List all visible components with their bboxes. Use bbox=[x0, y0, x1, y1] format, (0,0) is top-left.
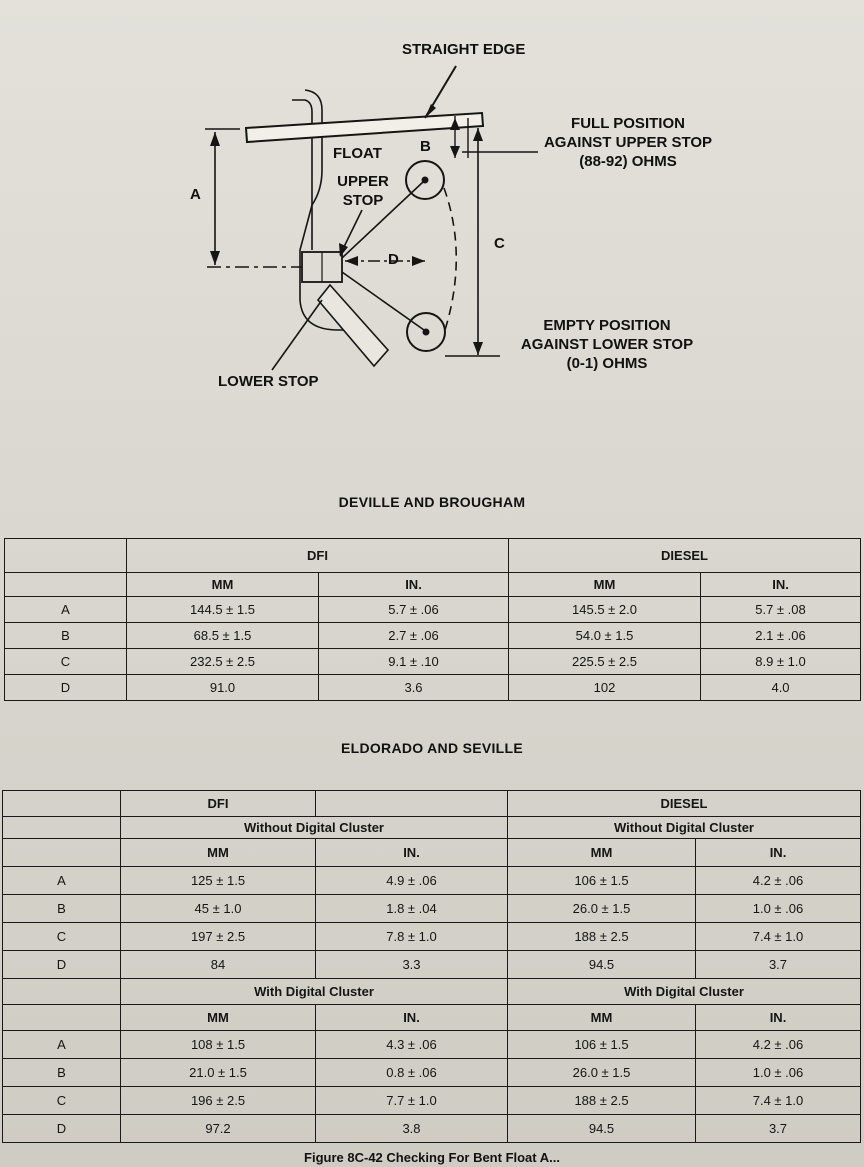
dfi-in-value: 9.1 ± .10 bbox=[319, 649, 509, 675]
row-label: C bbox=[3, 1087, 121, 1115]
deville-dfi-in-header: IN. bbox=[319, 573, 509, 597]
diesel-mm-value: 94.5 bbox=[508, 951, 696, 979]
eldorado-diesel-mm-header: MM bbox=[508, 839, 696, 867]
row-label: B bbox=[3, 1059, 121, 1087]
eldorado-table bbox=[2, 790, 861, 1143]
dfi-in-value: 5.7 ± .06 bbox=[319, 597, 509, 623]
table-row bbox=[3, 867, 861, 895]
eldorado-with-dfi-in-header: IN. bbox=[316, 1005, 508, 1031]
dfi-mm-value: 232.5 ± 2.5 bbox=[127, 649, 319, 675]
dfi-mm-value: 196 ± 2.5 bbox=[121, 1087, 316, 1115]
table-row bbox=[5, 597, 861, 623]
row-label: C bbox=[5, 649, 127, 675]
dfi-in-value: 1.8 ± .04 bbox=[316, 895, 508, 923]
row-label: B bbox=[5, 623, 127, 649]
diesel-in-value: 1.0 ± .06 bbox=[696, 895, 861, 923]
table-row bbox=[5, 649, 861, 675]
diesel-mm-value: 188 ± 2.5 bbox=[508, 923, 696, 951]
empty-position-label: EMPTY POSITION AGAINST LOWER STOP (0-1) OHMS bbox=[520, 317, 694, 372]
float-swing-arc bbox=[444, 188, 456, 330]
dfi-in-value: 3.3 bbox=[316, 951, 508, 979]
table-row bbox=[3, 895, 861, 923]
upper-stop-label: UPPER STOP bbox=[337, 173, 389, 209]
dim-c-label: C bbox=[494, 235, 505, 252]
row-label: C bbox=[3, 923, 121, 951]
dfi-in-value: 4.3 ± .06 bbox=[316, 1031, 508, 1059]
diesel-mm-value: 188 ± 2.5 bbox=[508, 1087, 696, 1115]
deville-corner-cell bbox=[5, 539, 127, 573]
float-label: FLOAT bbox=[333, 145, 382, 162]
diesel-in-value: 3.7 bbox=[696, 951, 861, 979]
table-row bbox=[3, 923, 861, 951]
full-position-label: FULL POSITION AGAINST UPPER STOP (88-92) OHMS bbox=[543, 115, 713, 170]
dfi-mm-value: 197 ± 2.5 bbox=[121, 923, 316, 951]
dfi-mm-value: 108 ± 1.5 bbox=[121, 1031, 316, 1059]
dfi-mm-value: 84 bbox=[121, 951, 316, 979]
table-row bbox=[3, 1031, 861, 1059]
row-label: B bbox=[3, 895, 121, 923]
diesel-in-value: 2.1 ± .06 bbox=[701, 623, 861, 649]
eldorado-dfi-in-header: IN. bbox=[316, 839, 508, 867]
dim-a-label: A bbox=[190, 186, 201, 203]
diesel-in-value: 3.7 bbox=[696, 1115, 861, 1143]
eldorado-dfi-mm-header: MM bbox=[121, 839, 316, 867]
dfi-mm-value: 144.5 ± 1.5 bbox=[127, 597, 319, 623]
deville-diesel-header: DIESEL bbox=[509, 539, 861, 573]
diesel-in-value: 7.4 ± 1.0 bbox=[696, 1087, 861, 1115]
housing-outline-inner bbox=[292, 100, 312, 250]
lower-stop-leader bbox=[272, 300, 322, 370]
table-row bbox=[3, 1087, 861, 1115]
eldorado-dfi-with-header: With Digital Cluster bbox=[121, 979, 508, 1005]
deville-title: DEVILLE AND BROUGHAM bbox=[338, 494, 526, 510]
row-label: A bbox=[3, 1031, 121, 1059]
eldorado-dfi-without-header: Without Digital Cluster bbox=[121, 817, 508, 839]
row-label: D bbox=[3, 1115, 121, 1143]
row-label: A bbox=[5, 597, 127, 623]
diesel-in-value: 7.4 ± 1.0 bbox=[696, 923, 861, 951]
eldorado-title: ELDORADO AND SEVILLE bbox=[340, 740, 524, 756]
diesel-mm-value: 102 bbox=[509, 675, 701, 701]
float-diagram bbox=[0, 0, 864, 490]
table-row bbox=[3, 1115, 861, 1143]
diesel-mm-value: 26.0 ± 1.5 bbox=[508, 1059, 696, 1087]
dfi-mm-value: 68.5 ± 1.5 bbox=[127, 623, 319, 649]
dfi-mm-value: 21.0 ± 1.5 bbox=[121, 1059, 316, 1087]
diesel-mm-value: 225.5 ± 2.5 bbox=[509, 649, 701, 675]
eldorado-diesel-in-header: IN. bbox=[696, 839, 861, 867]
deville-dfi-header: DFI bbox=[127, 539, 509, 573]
table-row bbox=[5, 623, 861, 649]
table-row bbox=[5, 675, 861, 701]
dfi-in-value: 4.9 ± .06 bbox=[316, 867, 508, 895]
dfi-in-value: 7.8 ± 1.0 bbox=[316, 923, 508, 951]
figure-caption: Figure 8C-42 Checking For Bent Float A... bbox=[304, 1150, 560, 1165]
dfi-in-value: 3.8 bbox=[316, 1115, 508, 1143]
dfi-in-value: 0.8 ± .06 bbox=[316, 1059, 508, 1087]
diesel-in-value: 1.0 ± .06 bbox=[696, 1059, 861, 1087]
deville-table bbox=[4, 538, 861, 701]
table-row bbox=[3, 951, 861, 979]
dfi-in-value: 2.7 ± .06 bbox=[319, 623, 509, 649]
diesel-in-value: 8.9 ± 1.0 bbox=[701, 649, 861, 675]
dfi-mm-value: 91.0 bbox=[127, 675, 319, 701]
row-label: D bbox=[3, 951, 121, 979]
diesel-in-value: 5.7 ± .08 bbox=[701, 597, 861, 623]
deville-dfi-mm-header: MM bbox=[127, 573, 319, 597]
deville-diesel-in-header: IN. bbox=[701, 573, 861, 597]
eldorado-diesel-with-header: With Digital Cluster bbox=[508, 979, 861, 1005]
diesel-in-value: 4.0 bbox=[701, 675, 861, 701]
dfi-mm-value: 45 ± 1.0 bbox=[121, 895, 316, 923]
table-row bbox=[3, 1059, 861, 1087]
diesel-mm-value: 26.0 ± 1.5 bbox=[508, 895, 696, 923]
eldorado-with-diesel-mm-header: MM bbox=[508, 1005, 696, 1031]
dim-d-label: D bbox=[388, 251, 399, 268]
diesel-mm-value: 54.0 ± 1.5 bbox=[509, 623, 701, 649]
dfi-in-value: 7.7 ± 1.0 bbox=[316, 1087, 508, 1115]
lower-stop-label: LOWER STOP bbox=[218, 373, 319, 390]
diesel-in-value: 4.2 ± .06 bbox=[696, 867, 861, 895]
dfi-mm-value: 97.2 bbox=[121, 1115, 316, 1143]
straight-edge-shape bbox=[246, 113, 483, 142]
eldorado-dfi-header: DFI bbox=[121, 791, 316, 817]
eldorado-diesel-without-header: Without Digital Cluster bbox=[508, 817, 861, 839]
dfi-mm-value: 125 ± 1.5 bbox=[121, 867, 316, 895]
deville-diesel-mm-header: MM bbox=[509, 573, 701, 597]
row-label: A bbox=[3, 867, 121, 895]
eldorado-diesel-header: DIESEL bbox=[508, 791, 861, 817]
dfi-in-value: 3.6 bbox=[319, 675, 509, 701]
eldorado-with-diesel-in-header: IN. bbox=[696, 1005, 861, 1031]
eldorado-with-dfi-mm-header: MM bbox=[121, 1005, 316, 1031]
straight-edge-label: STRAIGHT EDGE bbox=[402, 41, 526, 58]
diesel-mm-value: 94.5 bbox=[508, 1115, 696, 1143]
dim-b-label: B bbox=[420, 138, 431, 155]
diesel-mm-value: 106 ± 1.5 bbox=[508, 1031, 696, 1059]
diesel-mm-value: 106 ± 1.5 bbox=[508, 867, 696, 895]
row-label: D bbox=[5, 675, 127, 701]
diesel-mm-value: 145.5 ± 2.0 bbox=[509, 597, 701, 623]
diesel-in-value: 4.2 ± .06 bbox=[696, 1031, 861, 1059]
